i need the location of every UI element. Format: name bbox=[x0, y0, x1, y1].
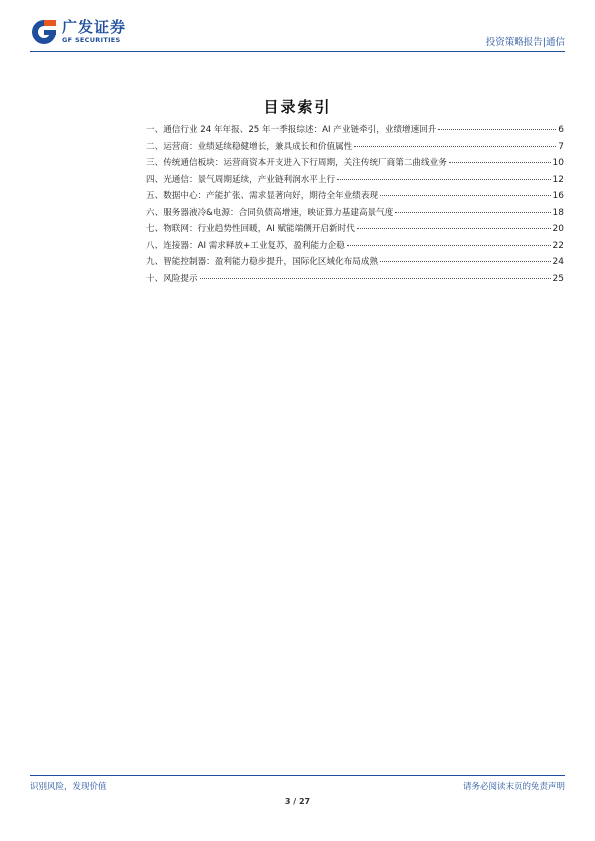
toc-leader-dots bbox=[337, 179, 550, 180]
toc-item-page: 24 bbox=[552, 257, 564, 267]
gf-logo-icon bbox=[30, 18, 58, 46]
toc-leader-dots bbox=[354, 146, 556, 147]
toc-item-page: 16 bbox=[552, 191, 564, 201]
toc-item-label: 二、运营商：业绩延续稳健增长，兼具成长和价值属性 bbox=[146, 141, 353, 152]
toc-item-label: 九、智能控制器：盈利能力稳步提升，国际化区域化布局成熟 bbox=[146, 257, 379, 267]
toc-item-label: 五、数据中心：产能扩张、需求显著向好，期待全年业绩表现 bbox=[146, 191, 379, 201]
toc-item-page: 18 bbox=[552, 207, 564, 218]
toc-item-page: 10 bbox=[552, 158, 564, 168]
toc-item-label: 七、物联网：行业趋势性回暖，AI 赋能端侧开启新时代 bbox=[146, 224, 355, 234]
page-number: 3 / 27 bbox=[284, 797, 311, 806]
toc-item-page: 22 bbox=[552, 240, 564, 251]
toc-leader-dots bbox=[449, 162, 551, 163]
toc-title: 目录索引 bbox=[263, 98, 332, 116]
toc-item[interactable] bbox=[146, 189, 564, 206]
toc-item[interactable] bbox=[146, 206, 564, 223]
brand-logo bbox=[30, 18, 126, 46]
toc-item-label: 六、服务器液冷&电源：合同负债高增速，映证算力基建高景气度 bbox=[146, 207, 394, 218]
toc-leader-dots bbox=[380, 261, 551, 262]
table-of-contents bbox=[146, 123, 564, 288]
header-divider bbox=[30, 51, 565, 52]
toc-item[interactable] bbox=[146, 272, 564, 289]
toc-item[interactable] bbox=[146, 140, 564, 157]
toc-item[interactable] bbox=[146, 222, 564, 239]
toc-item[interactable] bbox=[146, 123, 564, 140]
footer-disclaimer: 请务必阅读末页的免责声明 bbox=[462, 782, 565, 792]
report-category: 投资策略报告|通信 bbox=[485, 37, 565, 48]
toc-item-label: 八、连接器：AI 需求释放+工业复苏，盈利能力企稳 bbox=[146, 240, 345, 251]
toc-item[interactable] bbox=[146, 156, 564, 173]
toc-leader-dots bbox=[380, 195, 551, 196]
toc-item-page: 20 bbox=[552, 224, 564, 234]
toc-item[interactable] bbox=[146, 239, 564, 256]
toc-item[interactable] bbox=[146, 255, 564, 272]
toc-leader-dots bbox=[357, 228, 551, 229]
toc-item-label: 十、风险提示 bbox=[146, 273, 198, 284]
footer-slogan: 识别风险，发现价值 bbox=[30, 782, 107, 792]
toc-item-page: 7 bbox=[558, 141, 564, 152]
toc-item-label: 一、通信行业 24 年年报、25 年一季报综述：AI 产业链牵引，业绩增速回升 bbox=[146, 125, 437, 135]
toc-item-page: 12 bbox=[552, 174, 564, 185]
toc-item-page: 25 bbox=[552, 273, 564, 284]
toc-item-label: 三、传统通信板块：运营商资本开支进入下行周期，关注传统厂商第二曲线业务 bbox=[146, 158, 447, 168]
footer-divider bbox=[30, 775, 565, 776]
toc-leader-dots bbox=[200, 278, 551, 279]
toc-leader-dots bbox=[395, 212, 550, 213]
toc-item-page: 6 bbox=[558, 125, 564, 135]
brand-name-cn: 广发证券 bbox=[62, 18, 127, 37]
page-header bbox=[30, 18, 565, 52]
brand-name-en: GF SECURITIES bbox=[62, 36, 121, 45]
toc-item[interactable] bbox=[146, 173, 564, 190]
toc-item-label: 四、光通信：景气周期延续，产业链利润水平上行 bbox=[146, 174, 336, 185]
toc-leader-dots bbox=[438, 129, 556, 130]
toc-leader-dots bbox=[347, 245, 551, 246]
